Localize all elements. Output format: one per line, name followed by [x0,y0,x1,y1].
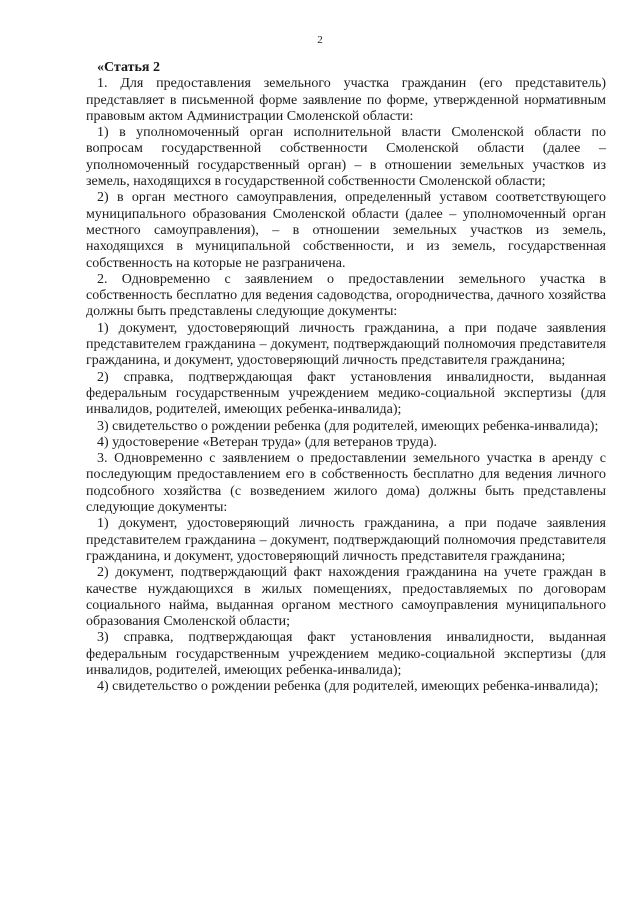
paragraph-1-1: 1) в уполномоченный орган исполнительной власти Смоленской области по вопросам государственной собственности Смоленской области (далее – уполномоченный государственный орган) – в отношении земельных участков из земель, находящихся в государственной собственности Смоленской области; [86,125,606,190]
paragraph-1-2: 2) в орган местного самоуправления, определенный уставом соответствующего муниципального образования Смоленской области (далее – уполномоченный орган местного самоуправления), – в отношении земельных участков из земель, находящихся в муниципальной собственности, и из земель, государственная собственность на которые не разграничена. [86,190,606,271]
paragraph-2: 2. Одновременно с заявлением о предоставлении земельного участка в собственность бесплатно для ведения садоводства, огородничества, дачного хозяйства должны быть представлены следующие документы: [86,271,606,320]
page-number: 2 [317,34,323,46]
paragraph-3: 3. Одновременно с заявлением о предоставлении земельного участка в аренду с последующим предоставлением его в собственность бесплатно для ведения личного подсобного хозяйства (с возведением жилого дома) должны быть представлены следующие документы: [86,451,606,516]
paragraph-2-2: 2) справка, подтверждающая факт установления инвалидности, выданная федеральным государственным учреждением медико-социальной экспертизы (для инвалидов, родителей, имеющих ребенка-инвалида); [86,369,606,418]
paragraph-2-4: 4) удостоверение «Ветеран труда» (для ветеранов труда). [97,434,438,450]
article-heading: «Статья 2 [97,60,160,75]
paragraph-3-3: 3) справка, подтверждающая факт установления инвалидности, выданная федеральным государственным учреждением медико-социальной экспертизы (для инвалидов, родителей, имеющих ребенка-инвалида); [86,630,606,678]
document-body [86,60,606,696]
paragraph-3-1: 1) документ, удостоверяющий личность гражданина, а при подаче заявления представителем гражданина – документ, подтверждающий полномочия представителя гражданина, и документ, удостоверяющий личность представителя гражданина; [86,516,606,564]
paragraph-2-1: 1) документ, удостоверяющий личность гражданина, а при подаче заявления представителем гражданина – документ, подтверждающий полномочия представителя гражданина, и документ, удостоверяющий личность представителя гражданина; [86,320,606,369]
paragraph-3-4: 4) свидетельство о рождении ребенка (для родителей, имеющих ребенка-инвалида); [97,679,599,695]
paragraph-2-3: 3) свидетельство о рождении ребенка (для родителей, имеющих ребенка-инвалида); [97,418,599,434]
paragraph-3-2: 2) документ, подтверждающий факт нахождения гражданина на учете граждан в качестве нуждающихся в жилых помещениях, предоставляемых по договорам социального найма, выданная органом местного самоуправления муниципального образования Смоленской области; [86,565,606,630]
paragraph-1: 1. Для предоставления земельного участка гражданин (его представитель) представляет в письменной форме заявление по форме, утвержденной нормативным правовым актом Администрации Смоленской области: [86,76,606,124]
